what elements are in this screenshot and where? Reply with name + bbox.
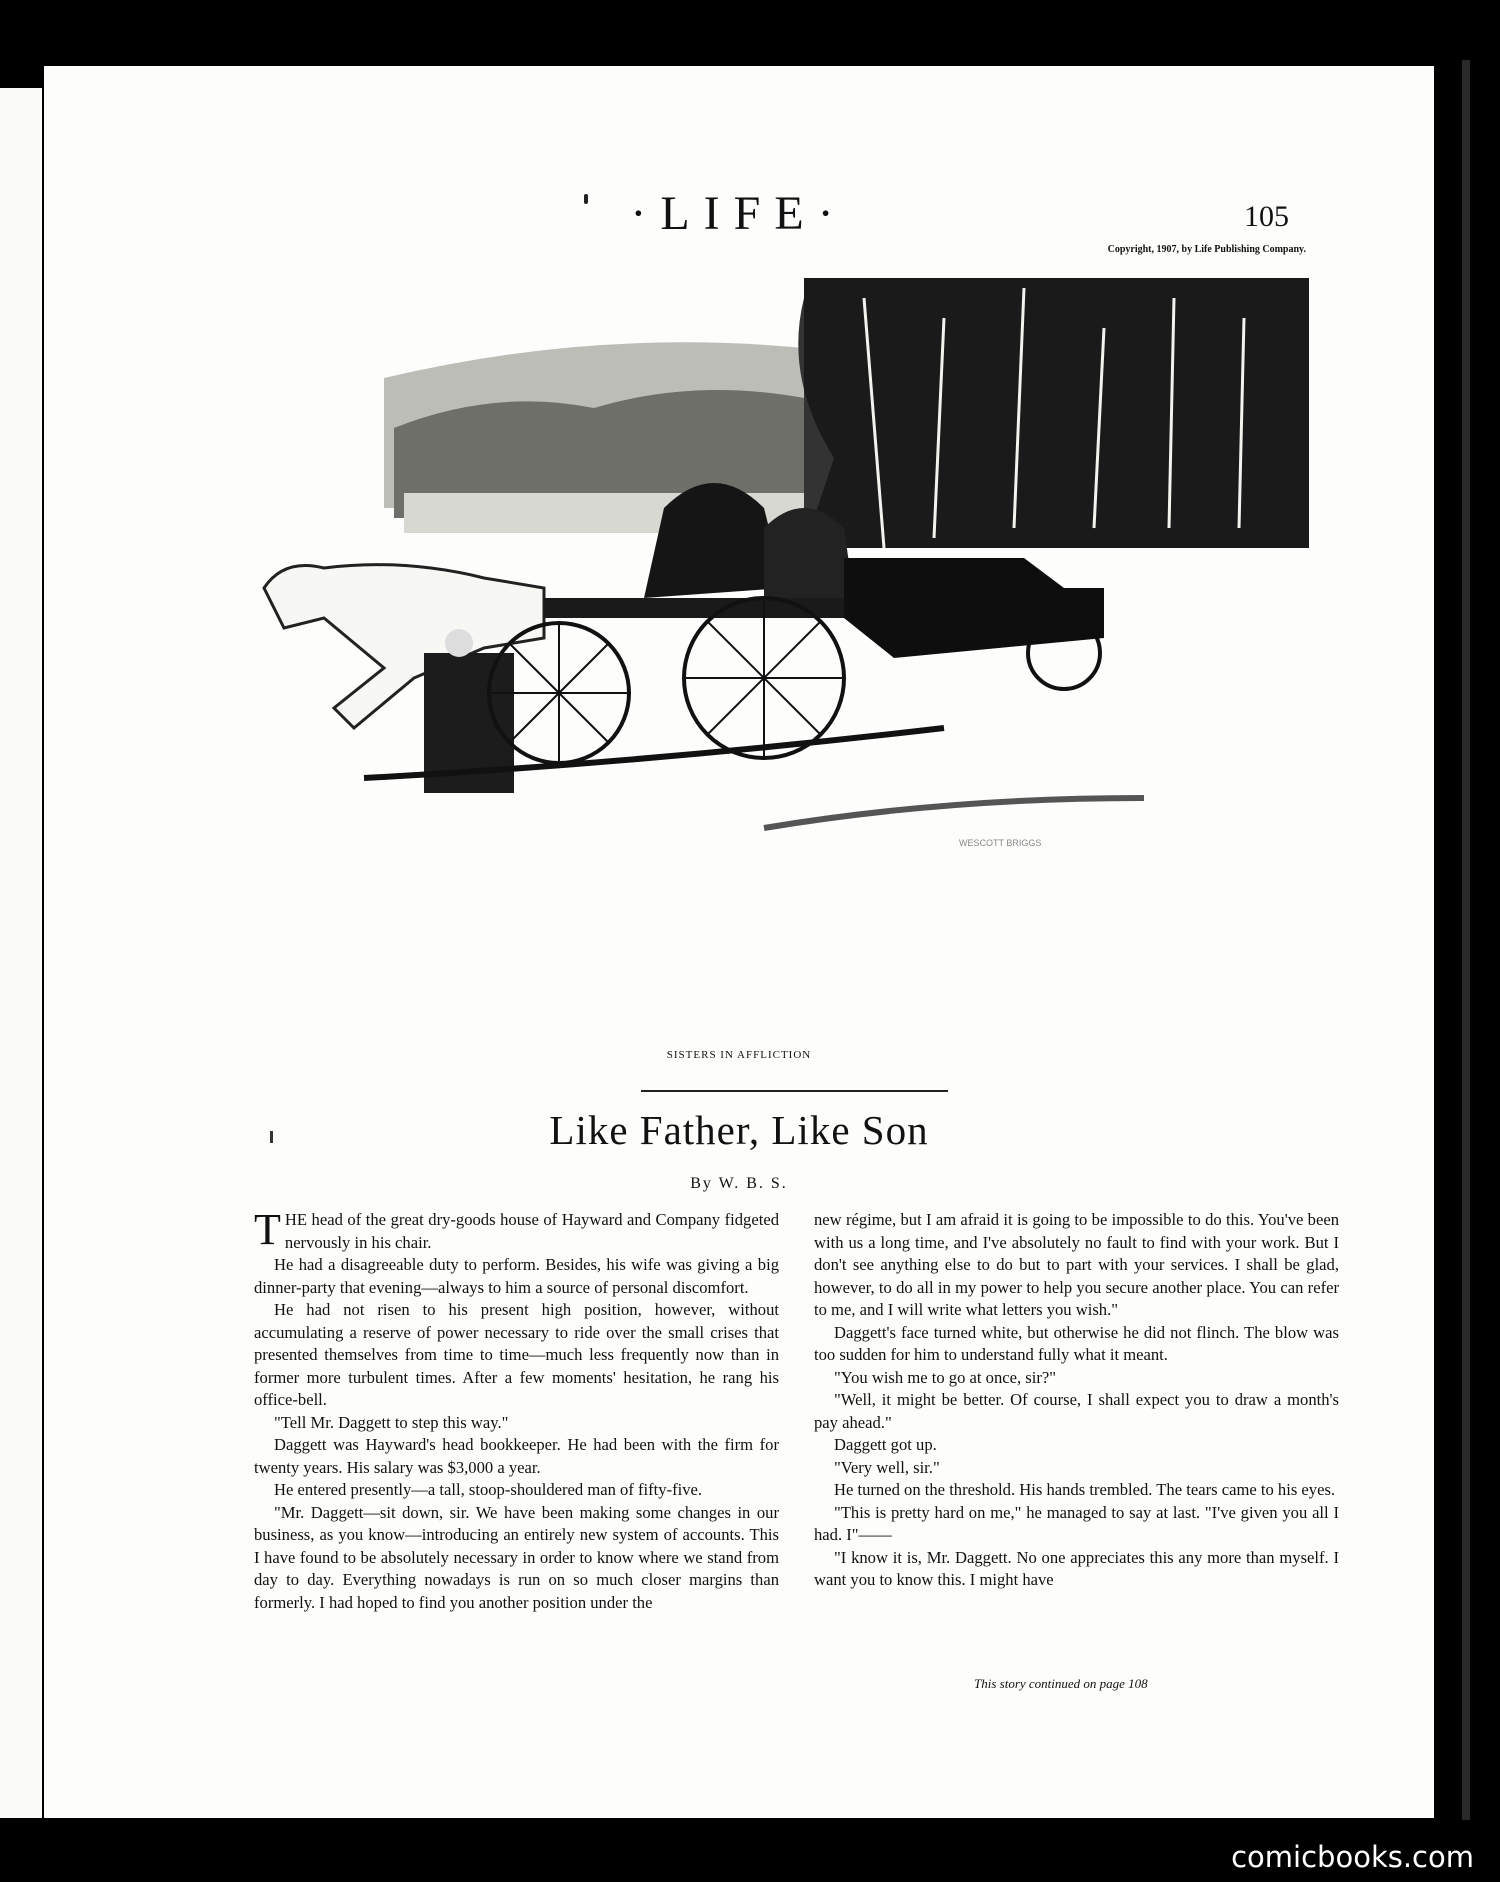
- paragraph: He had a disagreeable duty to perform. Besides, his wife was giving a big dinner-party that evening—always to him a source of personal discomfort.: [254, 1255, 779, 1297]
- drop-cap: T: [254, 1205, 281, 1254]
- article-column-left: [254, 1205, 779, 1614]
- illustration-caption: SISTERS IN AFFLICTION: [666, 1049, 812, 1061]
- paragraph: "Mr. Daggett—sit down, sir. We have been making some changes in our business, as you know—introducing an entirely new system of accounts. This I have found to be absolutely necessary in order to know where we stand from day to day. Everything nowadays is run on so much closer margins than formerly. I had hoped to find you another position under the: [254, 1502, 779, 1612]
- watermark: comicbooks.com: [1231, 1840, 1474, 1874]
- article-title: Like Father, Like Son: [549, 1107, 929, 1153]
- paragraph: new régime, but I am afraid it is going to be impossible to do this. You've been with us a long time, and I've absolutely no fault to find with your work. But I don't see anything else to do but to part with your services. I shall be glad, however, to do all in my power to help you secure another place. You can refer to me, and I will write what letters you wish.": [814, 1210, 1339, 1319]
- paragraph: "Well, it might be better. Of course, I shall expect you to draw a month's pay ahead.": [814, 1390, 1339, 1432]
- paragraph: He turned on the threshold. His hands trembled. The tears came to his eyes.: [834, 1480, 1336, 1499]
- magazine-page: [44, 66, 1434, 1818]
- paragraph: "I know it is, Mr. Daggett. No one appreciates this any more than myself. I want you to know this. I might have: [814, 1547, 1339, 1589]
- paragraph: "Tell Mr. Daggett to step this way.": [274, 1412, 509, 1432]
- paragraph: "Very well, sir.": [834, 1457, 940, 1477]
- paragraph: He had not risen to his present high position, however, without accumulating a reserve of power necessary to ride over the small crises that presented themselves from time to time—much less frequently now than in former more turbulent times. After a few moments' hesitation, he rang his office-bell.: [254, 1300, 779, 1409]
- continuation-note: This story continued on page 108: [974, 1676, 1148, 1691]
- facing-page-edge: [0, 88, 42, 1818]
- paragraph: He entered presently—a tall, stoop-shouldered man of fifty-five.: [274, 1480, 703, 1499]
- illustration-signature: WESCOTT BRIGGS: [959, 838, 1042, 848]
- article-column-right: [814, 1209, 1339, 1592]
- paragraph: "You wish me to go at once, sir?": [834, 1367, 1057, 1387]
- paragraph: "This is pretty hard on me," he managed to say at last. "I've given you all I had. I"——: [814, 1502, 1339, 1544]
- byline: By W. B. S.: [690, 1175, 788, 1192]
- illustration: [244, 258, 1314, 1018]
- paragraph: Daggett's face turned white, but otherwise he did not flinch. The blow was too sudden for him to understand fully what it meant.: [814, 1322, 1339, 1364]
- page-binding-edge: [1462, 60, 1470, 1820]
- masthead: ·LIFE·: [630, 187, 848, 240]
- copyright-notice: Copyright, 1907, by Life Publishing Company.: [1107, 244, 1306, 255]
- page-number: 105: [1244, 200, 1289, 233]
- paragraph: Daggett was Hayward's head bookkeeper. He had been with the firm for twenty years. His salary was $3,000 a year.: [254, 1435, 779, 1477]
- divider-rule: [641, 1090, 948, 1092]
- paragraph: THE head of the great dry-goods house of Hayward and Company fidgeted nervously in his chair.: [254, 1205, 779, 1254]
- paragraph: Daggett got up.: [834, 1435, 937, 1454]
